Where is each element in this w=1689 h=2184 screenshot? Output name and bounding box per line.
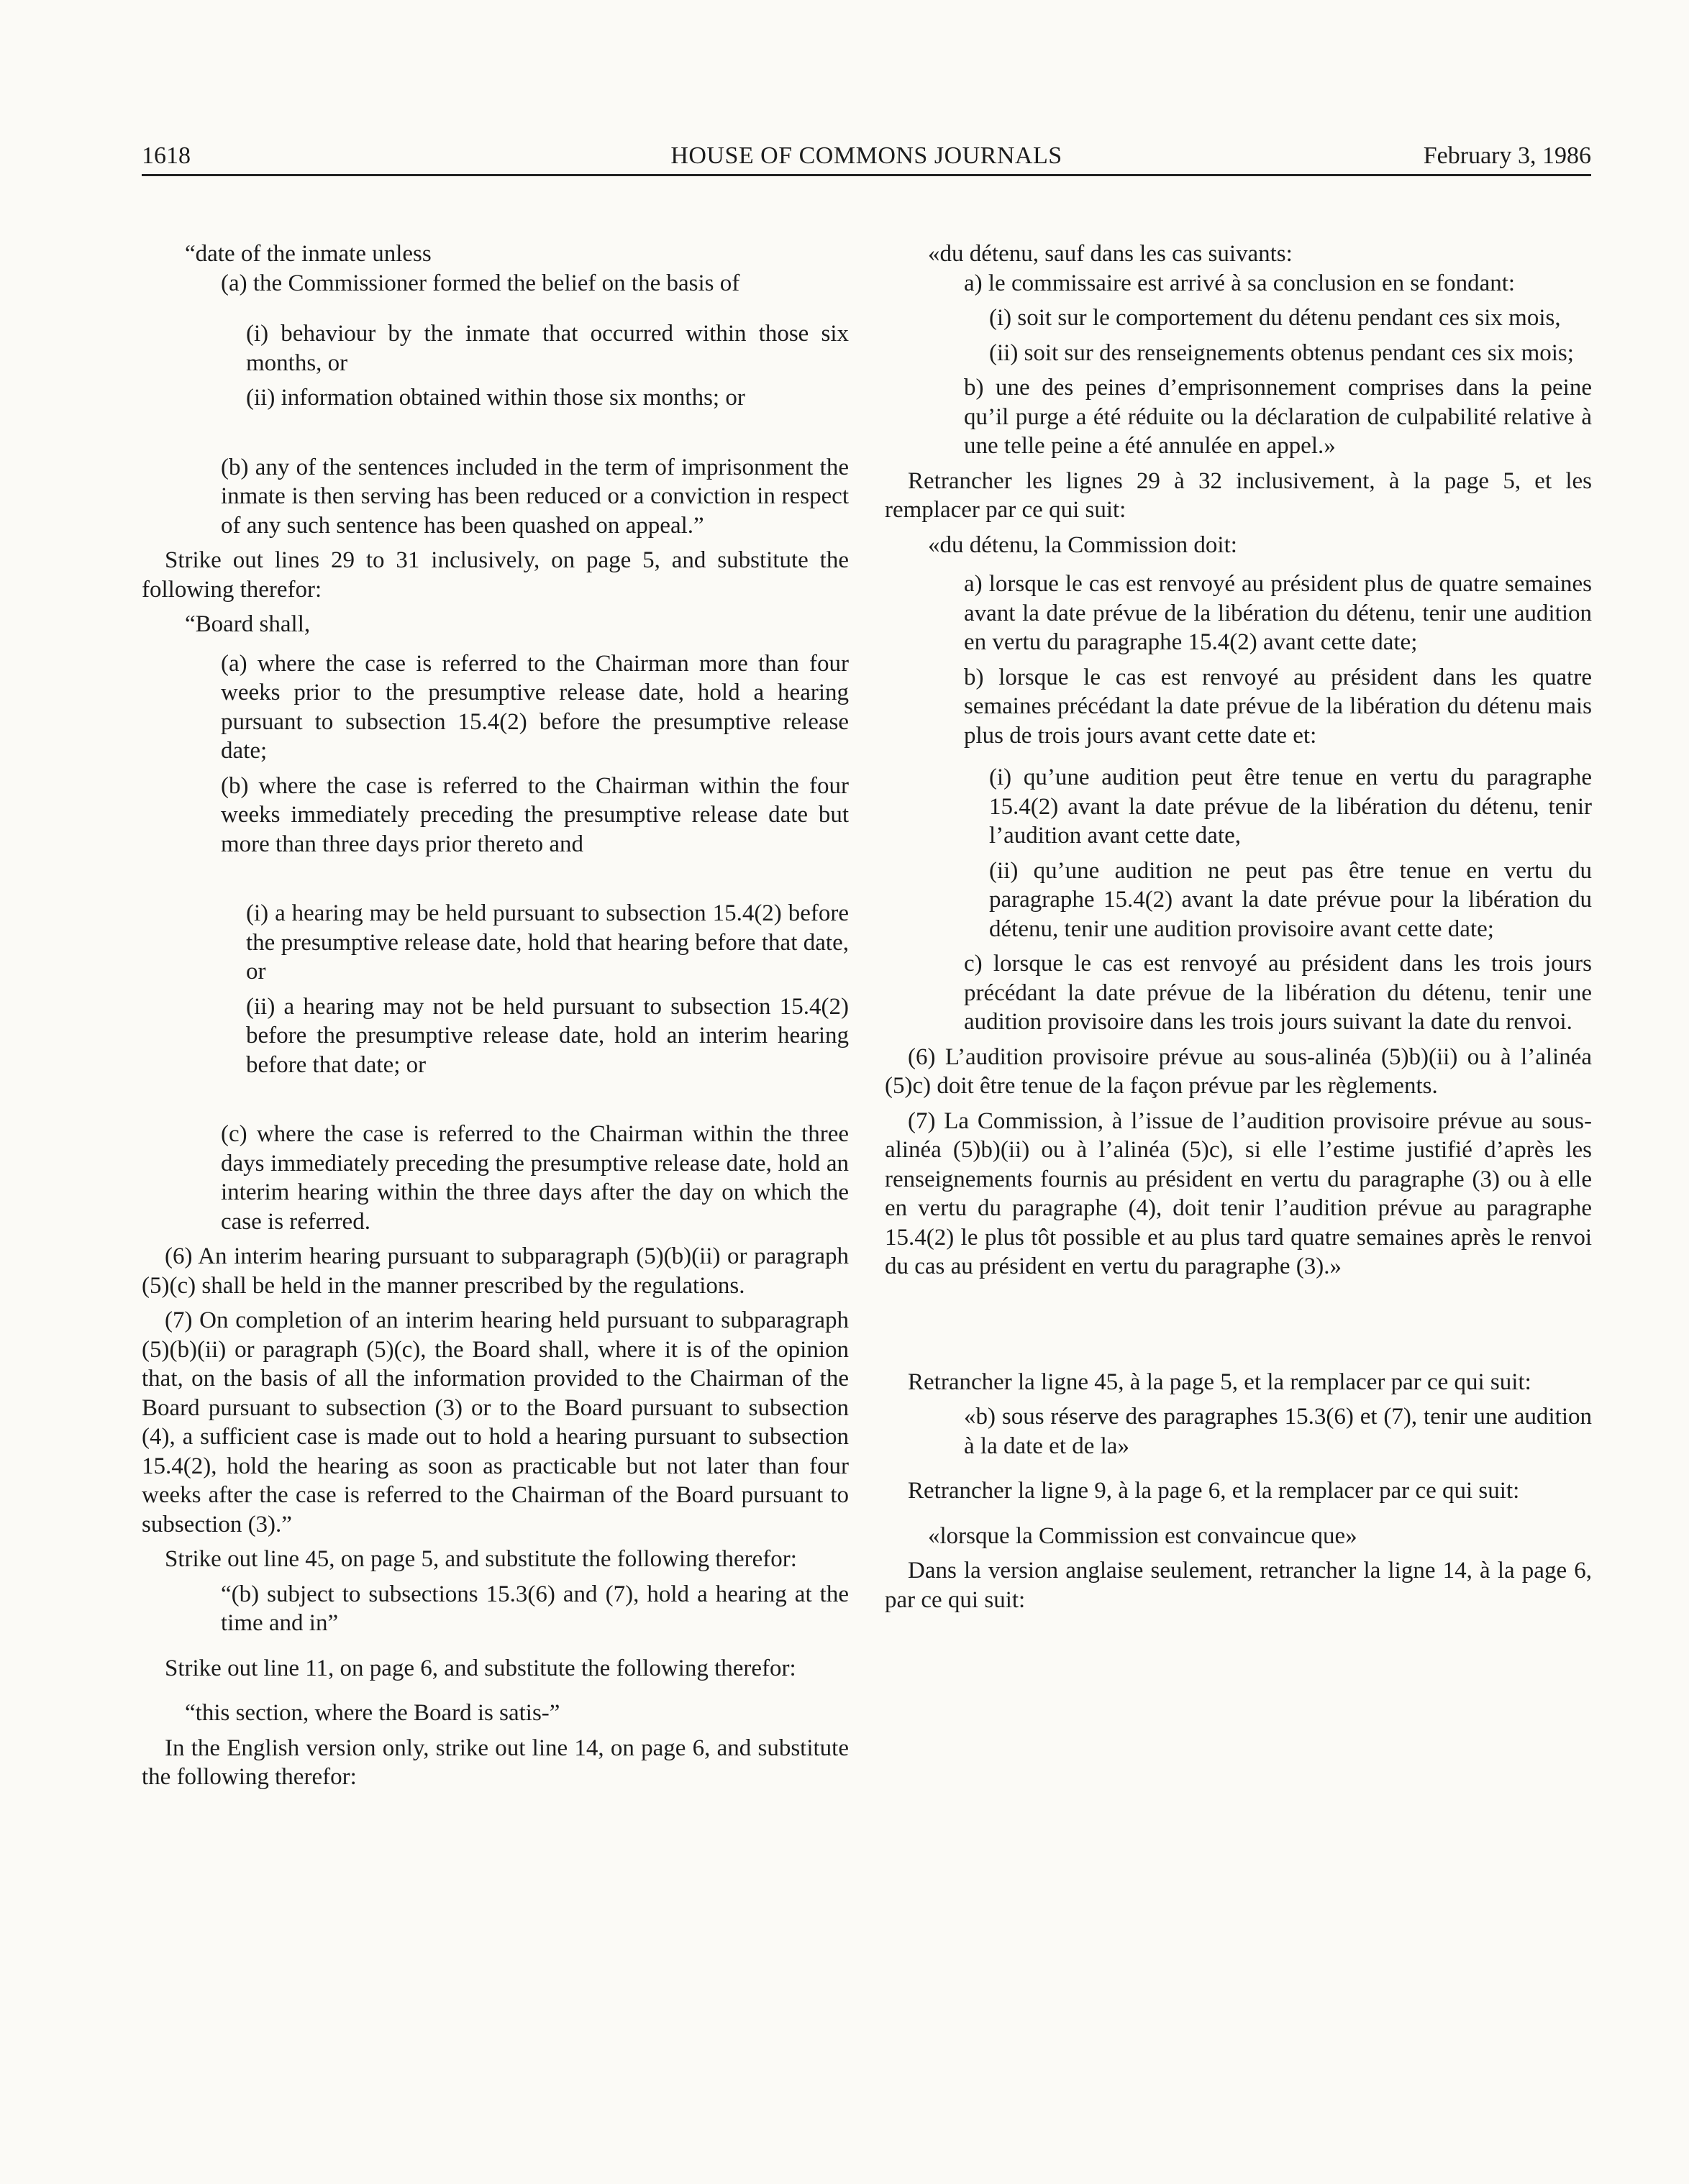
- en-clause-a: (a) the Commissioner formed the belief on the basis of: [221, 270, 740, 296]
- fr-subclause-i: (i) soit sur le comportement du détenu pendant ces six mois,: [989, 305, 1561, 331]
- en-board-clause-a: (a) where the case is referred to the Chairman more than four weeks prior to the presumptive release date, hold a hearing pursuant to subsection 15.4(2) before the presumptive release date;: [221, 650, 849, 764]
- fr-instruction-4: Dans la version anglaise seulement, retrancher la ligne 14, à la page 6, par ce qui suit:: [885, 1558, 1592, 1613]
- en-board-subclause-i: (i) a hearing may be held pursuant to subsection 15.4(2) before the presumptive release date, hold that hearing before that date, or: [246, 900, 849, 984]
- fr-replacement-b: «b) sous réserve des paragraphes 15.3(6) et (7), tenir une audition à la date et de la»: [964, 1404, 1592, 1459]
- en-subsection-6: (6) An interim hearing pursuant to subparagraph (5)(b)(ii) or paragraph (5)(c) shall be held in the manner prescribed by the regulations.: [142, 1243, 849, 1299]
- en-subclause-ii: (ii) information obtained within those six months; or: [246, 385, 745, 411]
- french-column: [885, 239, 1592, 1614]
- fr-clause-a: a) le commissaire est arrivé à sa conclusion en se fondant:: [964, 270, 1516, 296]
- en-clause-b: (b) any of the sentences included in the term of imprisonment the inmate is then serving has been reduced or a conviction in respect of any such sentence has been quashed on appeal.”: [221, 454, 849, 539]
- journal-title: HOUSE OF COMMONS JOURNALS: [670, 142, 1062, 169]
- en-instruction-4: In the English version only, strike out line 14, on page 6, and substitute the following therefor:: [142, 1735, 849, 1790]
- en-subsection-7: (7) On completion of an interim hearing held pursuant to subparagraph (5)(b)(ii) or paragraph (5)(c), the Board shall, where it is of the opinion that, on the basis of all the information provided to the Chairman of the Board pursuant to subsection (3) or to the Board pursuant to subsection (4), a sufficient case is made out to hold a hearing pursuant to subsection 15.4(2), hold the hearing as soon as practicable but not later than four weeks after the case is referred to the Chairman of the Board pursuant to subsection (3).”: [142, 1307, 849, 1538]
- en-quote-board: “Board shall,: [185, 611, 311, 637]
- page-number: 1618: [142, 142, 191, 169]
- fr-commission-clause-c: c) lorsque le cas est renvoyé au président dans les trois jours précédant la date prévue de la libération du détenu, tenir une audition provisoire dans les trois jours suivant la date du renvoi.: [964, 951, 1592, 1035]
- fr-commission-subclause-i: (i) qu’une audition peut être tenue en vertu du paragraphe 15.4(2) avant la date prévue de la libération du détenu, tenir l’audition avant cette date,: [989, 764, 1592, 849]
- fr-clause-b: b) une des peines d’emprisonnement comprises dans la peine qu’il purge a été réduite ou la déclaration de culpabilité relative à une telle peine a été annulée en appel.»: [964, 375, 1592, 459]
- en-board-clause-c: (c) where the case is referred to the Chairman within the three days immediately preceding the presumptive release date, hold an interim hearing within the three days after the day on which the case is referred.: [221, 1121, 849, 1235]
- en-replacement-text: “this section, where the Board is satis-”: [185, 1700, 560, 1726]
- page-header: [142, 138, 1591, 176]
- en-quote-opening: “date of the inmate unless: [185, 241, 432, 267]
- fr-subclause-ii: (ii) soit sur des renseignements obtenus pendant ces six mois;: [989, 339, 1574, 366]
- fr-quote-opening: «du détenu, sauf dans les cas suivants:: [928, 241, 1293, 267]
- fr-instruction-3: Retrancher la ligne 9, à la page 6, et la remplacer par ce qui suit:: [908, 1478, 1520, 1504]
- en-board-subclause-ii: (ii) a hearing may not be held pursuant to subsection 15.4(2) before the presumptive release date, hold an interim hearing before that date; or: [246, 993, 849, 1078]
- fr-replacement-text: «lorsque la Commission est convaincue que»: [928, 1522, 1357, 1549]
- fr-quote-commission: «du détenu, la Commission doit:: [928, 531, 1237, 558]
- en-board-clause-b: (b) where the case is referred to the Chairman within the four weeks immediately preceding the presumptive release date but more than three days prior thereto and: [221, 772, 849, 857]
- fr-commission-subclause-ii: (ii) qu’une audition ne peut pas être tenue en vertu du paragraphe 15.4(2) avant la date prévue pour la libération du détenu, tenir une audition provisoire avant cette date;: [989, 857, 1592, 942]
- fr-instruction-1: Retrancher les lignes 29 à 32 inclusivement, à la page 5, et les remplacer par ce qui suit:: [885, 467, 1592, 523]
- en-subclause-i: (i) behaviour by the inmate that occurred within those six months, or: [246, 321, 849, 376]
- english-column: [142, 239, 849, 1792]
- fr-subsection-7: (7) La Commission, à l’issue de l’audition provisoire prévue au sous-alinéa (5)b)(ii) ou à l’alinéa (5)c), si elle l’estime justifié d’après les renseignements fournis au président en vertu du paragraphe (3) ou à elle en vertu du paragraphe (4), doit tenir l’audition prévue au paragraphe 15.4(2) le plus tôt possible et au plus tard quatre semaines après le renvoi du cas au président en vertu du paragraphe (3).»: [885, 1107, 1592, 1279]
- fr-instruction-2: Retrancher la ligne 45, à la page 5, et la remplacer par ce qui suit:: [908, 1369, 1531, 1395]
- en-replacement-b: “(b) subject to subsections 15.3(6) and (7), hold a hearing at the time and in”: [221, 1581, 849, 1636]
- fr-commission-clause-a: a) lorsque le cas est renvoyé au président plus de quatre semaines avant la date prévue de la libération du détenu, tenir une audition en vertu du paragraphe 15.4(2) avant cette date;: [964, 571, 1592, 655]
- en-instruction-2: Strike out line 45, on page 5, and substitute the following therefor:: [165, 1546, 797, 1572]
- fr-commission-clause-b: b) lorsque le cas est renvoyé au président dans les quatre semaines précédant la date prévue de la libération du détenu mais plus de trois jours avant cette date et:: [964, 664, 1592, 749]
- en-instruction-1: Strike out lines 29 to 31 inclusively, on page 5, and substitute the following therefor:: [142, 547, 849, 603]
- journal-date: February 3, 1986: [1423, 142, 1591, 169]
- en-instruction-3: Strike out line 11, on page 6, and substitute the following therefor:: [165, 1655, 796, 1681]
- fr-subsection-6: (6) L’audition provisoire prévue au sous-alinéa (5)b)(ii) ou à l’alinéa (5)c) doit être tenue de la façon prévue par les règlements.: [885, 1043, 1592, 1099]
